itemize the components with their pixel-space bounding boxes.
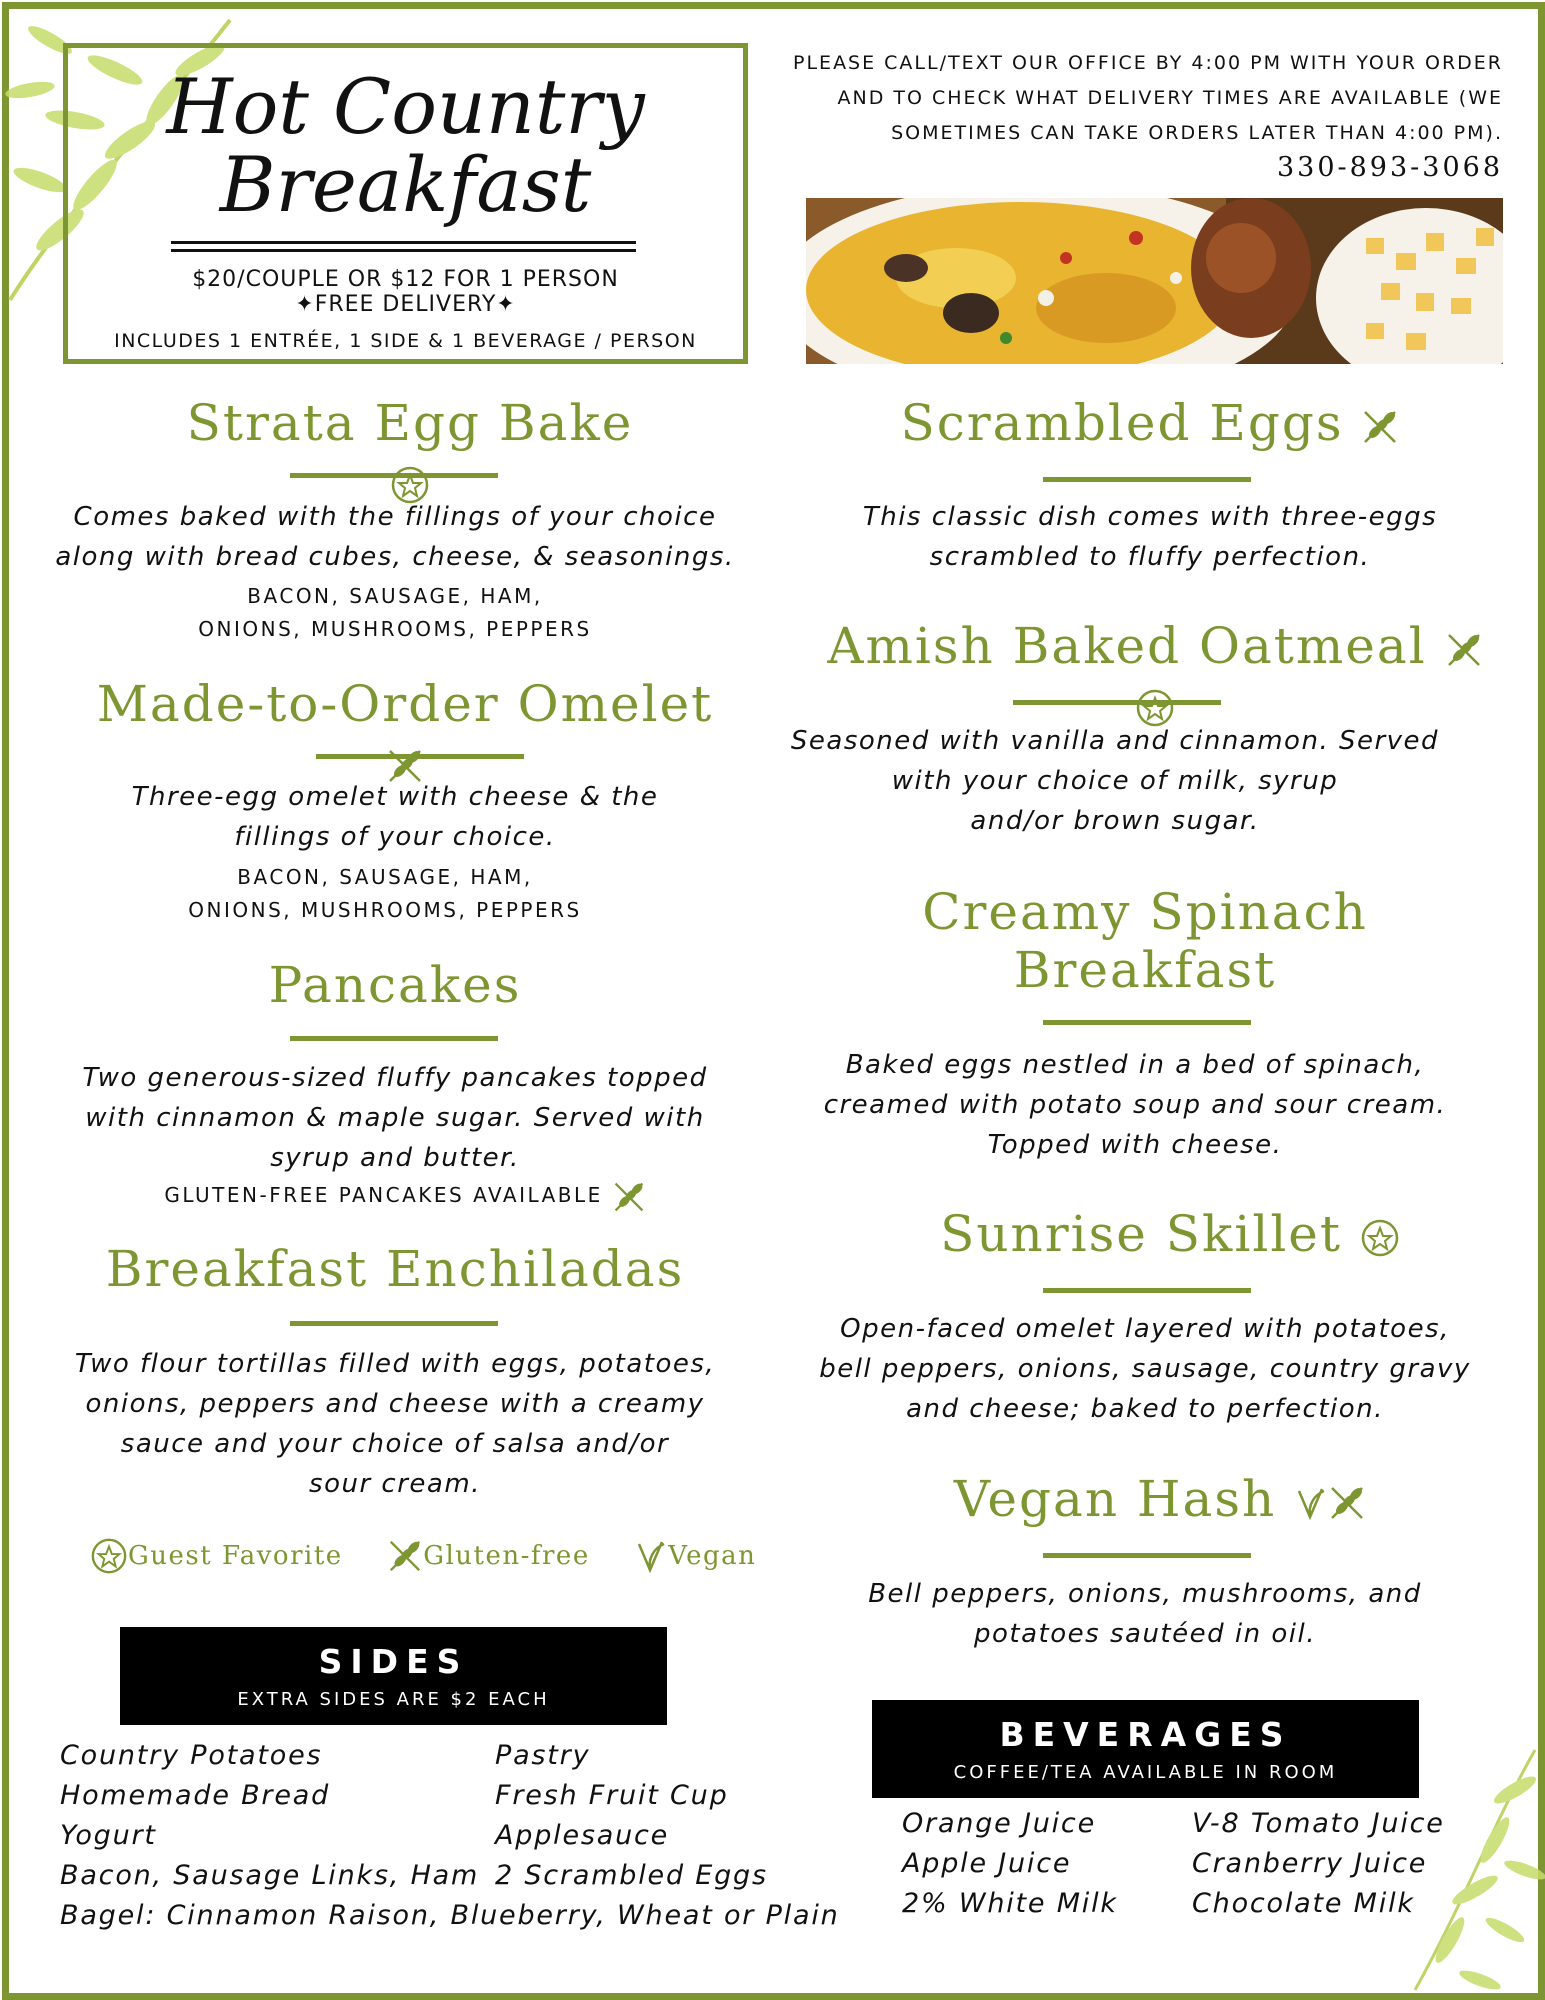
list-item: V-8 Tomato Juice [1192,1808,1445,1839]
dish-divider [1013,700,1221,705]
vegan-icon [634,1538,668,1574]
dish-divider [1043,1553,1251,1558]
wheat-icon [1361,408,1399,446]
dish-divider [290,1036,498,1041]
order-note-line: AND TO CHECK WHAT DELIVERY TIMES ARE AVAILABLE (WE [837,87,1503,109]
dish-title-pancakes: Pancakes [268,956,522,1014]
beverages-header-box [872,1700,1419,1798]
sides-header-box [120,1627,667,1725]
dish-description-made-to-order-omelet: Three-egg omelet with cheese & the fillings of your choice. [131,782,659,852]
list-item: Fresh Fruit Cup [495,1780,729,1811]
dish-fillings-made-to-order-omelet: BACON, SAUSAGE, HAM, ONIONS, MUSHROOMS, PEPPERS [188,865,582,922]
dish-title-made-to-order-omelet: Made-to-Order Omelet [85,675,725,791]
beverages-list-col2 [1192,1804,1445,1924]
dish-fillings-pancakes: GLUTEN-FREE PANCAKES AVAILABLE [95,1179,715,1214]
dish-title-creamy-spinach-breakfast: Creamy Spinach Breakfast [922,883,1368,999]
dish-divider [1043,1288,1251,1293]
dish-description-scrambled-eggs: This classic dish comes with three-eggs scrambled to fluffy perfection. [862,502,1438,572]
list-item: 2% White Milk [902,1888,1118,1919]
list-item: Apple Juice [902,1848,1072,1879]
price-text: $20/COUPLE OR $12 FOR 1 PERSON [192,267,619,292]
wheat-icon [1328,1484,1366,1522]
dish-divider [290,1321,498,1326]
vegan-icon [1294,1485,1328,1521]
dish-title-strata-egg-bake: Strata Egg Bake [160,394,660,510]
list-item: Orange Juice [902,1808,1096,1839]
dish-description-sunrise-skillet: Open-faced omelet layered with potatoes, bell peppers, onions, sausage, country gravy and cheese; baked to perfection. [819,1314,1471,1424]
list-item: Bacon, Sausage Links, Ham [60,1860,480,1891]
menu-title [68,62,743,229]
beverages-title: BEVERAGES [999,1715,1292,1754]
list-item: Cranberry Juice [1192,1848,1428,1879]
star-icon [1360,1218,1400,1258]
dish-description-amish-baked-oatmeal: Seasoned with vanilla and cinnamon. Served with your choice of milk, syrup and/or brown sugar. [790,726,1440,836]
dish-title-vegan-hash: Vegan Hash [860,1470,1460,1528]
menu-title-line2: Breakfast [219,140,592,229]
list-item: Homemade Bread [60,1780,331,1811]
dish-divider [290,473,498,478]
dish-divider [1043,1020,1251,1025]
order-note-line: PLEASE CALL/TEXT OUR OFFICE BY 4:00 PM WITH YOUR ORDER [793,52,1503,74]
dish-description-breakfast-enchiladas: Two flour tortillas filled with eggs, potatoes, onions, peppers and cheese with a creamy sauce and your choice of salsa and/or sour cream. [74,1349,716,1499]
list-item: Applesauce [495,1820,670,1851]
sides-title: SIDES [318,1642,469,1681]
wheat-icon [612,1180,646,1214]
list-item: 2 Scrambled Eggs [495,1860,768,1891]
dish-description-strata-egg-bake: Comes baked with the fillings of your choice along with bread cubes, cheese, & seasonings. [55,502,735,572]
star-icon [90,1537,128,1575]
sides-subtitle: EXTRA SIDES ARE $2 EACH [237,1689,550,1710]
delivery-text: ✦FREE DELIVERY✦ [295,292,516,317]
legend-gluten-free: Gluten-free [423,1541,590,1571]
dish-description-vegan-hash: Bell peppers, onions, mushrooms, and potatoes sautéed in oil. [868,1579,1422,1649]
dish-description-pancakes: Two generous-sized fluffy pancakes topped with cinnamon & maple sugar. Served with syrup and butter. [82,1063,708,1173]
list-item: Country Potatoes [60,1740,323,1771]
list-item: Chocolate Milk [1192,1888,1415,1919]
includes-text: INCLUDES 1 ENTRÉE, 1 SIDE & 1 BEVERAGE / PERSON [114,330,697,352]
title-box [63,43,748,364]
order-note-line: SOMETIMES CAN TAKE ORDERS LATER THAN 4:00 PM). [891,122,1503,144]
list-item: Yogurt [60,1820,157,1851]
dish-title-scrambled-eggs: Scrambled Eggs [850,394,1450,452]
list-item: Pastry [495,1740,591,1771]
dish-title-sunrise-skillet: Sunrise Skillet [870,1205,1470,1263]
legend-vegan: Vegan [668,1541,757,1571]
legend-favorite: Guest Favorite [128,1541,343,1571]
dish-divider [1043,477,1251,482]
dish-divider [316,754,524,759]
menu-title-line1: Hot Country [166,62,645,151]
title-rule [171,249,636,252]
order-note [723,46,1503,151]
food-photo [806,198,1503,364]
beverages-subtitle: COFFEE/TEA AVAILABLE IN ROOM [953,1762,1338,1783]
beverages-list-col1 [902,1804,1118,1924]
dish-title-amish-baked-oatmeal: Amish Baked Oatmeal [810,617,1500,733]
wheat-icon [387,1538,423,1574]
dish-description-creamy-spinach-breakfast: Baked eggs nestled in a bed of spinach, creamed with potato soup and sour cream. Topped with cheese. [823,1050,1447,1160]
title-rule [171,241,636,244]
list-item: Bagel: Cinnamon Raison, Blueberry, Wheat or Plain [60,1900,840,1931]
icon-legend [90,1537,756,1575]
phone-number[interactable]: 330-893-3068 [1276,152,1503,183]
wheat-icon [1445,631,1483,669]
dish-fillings-strata-egg-bake: BACON, SAUSAGE, HAM, ONIONS, MUSHROOMS, PEPPERS [198,584,592,641]
sides-list-col2 [495,1736,768,1896]
dish-title-breakfast-enchiladas: Breakfast Enchiladas [105,1240,685,1298]
